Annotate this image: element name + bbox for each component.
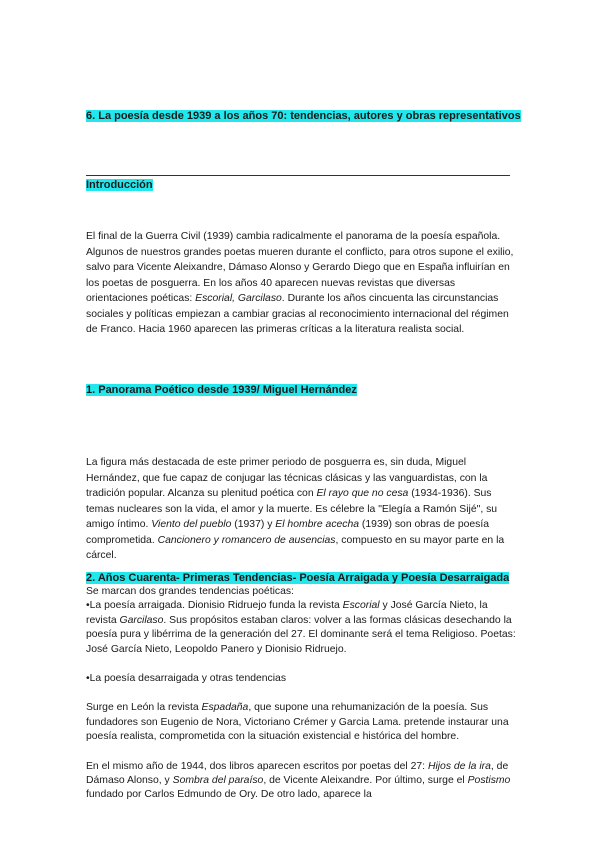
intro-heading: Introducción	[86, 179, 153, 191]
document-title: 6. La poesía desde 1939 a los años 70: tendencias, autores y obras representativos	[86, 110, 521, 122]
year-1944-paragraph: En el mismo año de 1944, dos libros aparecen escritos por poetas del 27: Hijos de la ira, de Dámaso Alonso, y Sombra del paraíso, de Vicente Aleixandre. Por último, surge el Postismo fundado por Carlos Edmundo de Ory. De otro lado, aparece la	[86, 760, 511, 801]
intro-paragraph: El final de la Guerra Civil (1939) cambia radicalmente el panorama de la poesía española. Algunos de nuestros grandes poetas mueren durante el conflicto, para otros supone el exilio, salvo para Vicente Aleixandre, Dámaso Alonso y Gerardo Diego que en España influirían en los poetas de posguerra. En los años 40 aparecen nuevas revistas que diversas orientaciones poéticas: Escorial, Garcilaso. Durante los años cincuenta las circunstancias sociales y políticas empiezan a cambiar gracias al reconocimiento internacional del régimen de Franco. Hacia 1960 aparecen las primeras críticas a la literatura realista social.	[86, 231, 514, 335]
divider-line	[86, 175, 510, 176]
bullet-desarraigada: •La poesía desarraigada y otras tendencias	[86, 673, 287, 685]
espadana-paragraph: Surge en León la revista Espadaña, que supone una rehumanización de la poesía. Sus fundadores son Eugenio de Nora, Victoriano Crémer y Garcia Lama. pretende instaurar una poesía realista, comprometida con la situación existencial e histórica del hombre.	[86, 702, 509, 743]
section2-intro: Se marcan dos grandes tendencias poéticas:	[86, 586, 294, 597]
section2-heading: 2. Años Cuarenta- Primeras Tendencias- Poesía Arraigada y Poesía Desarraigada	[86, 572, 510, 584]
section1-heading: 1. Panorama Poético desde 1939/ Miguel Hernández	[86, 384, 357, 396]
bullet-arraigada: •La poesía arraigada. Dionisio Ridruejo funda la revista Escorial y José García Nieto, la revista Garcilaso. Sus propósitos estaban claros: volver a las formas clásicas desechando la poesía pura y libérrima de la generación del 27. El dominante será el tema Religioso. Poetas: José García Nieto, Leopoldo Panero y Dionisio Ridruejo.	[86, 600, 516, 655]
section1-paragraph: La figura más destacada de este primer periodo de posguerra es, sin duda, Miguel Hernández, que fue capaz de conjugar las técnicas clásicas y las vanguardistas, con la tradición popular. Alcanza su plenitud poética con El rayo que no cesa (1934-1936). Sus temas nucleares son la vida, el amor y la muerte. Es célebre la "Elegía a Ramón Sijé", su amigo íntimo. Viento del pueblo (1937) y El hombre acecha (1939) son obras de poesía comprometida. Cancionero y romancero de ausencias, compuesto en su mayor parte en la cárcel.	[86, 457, 505, 561]
section2-body	[86, 585, 518, 803]
